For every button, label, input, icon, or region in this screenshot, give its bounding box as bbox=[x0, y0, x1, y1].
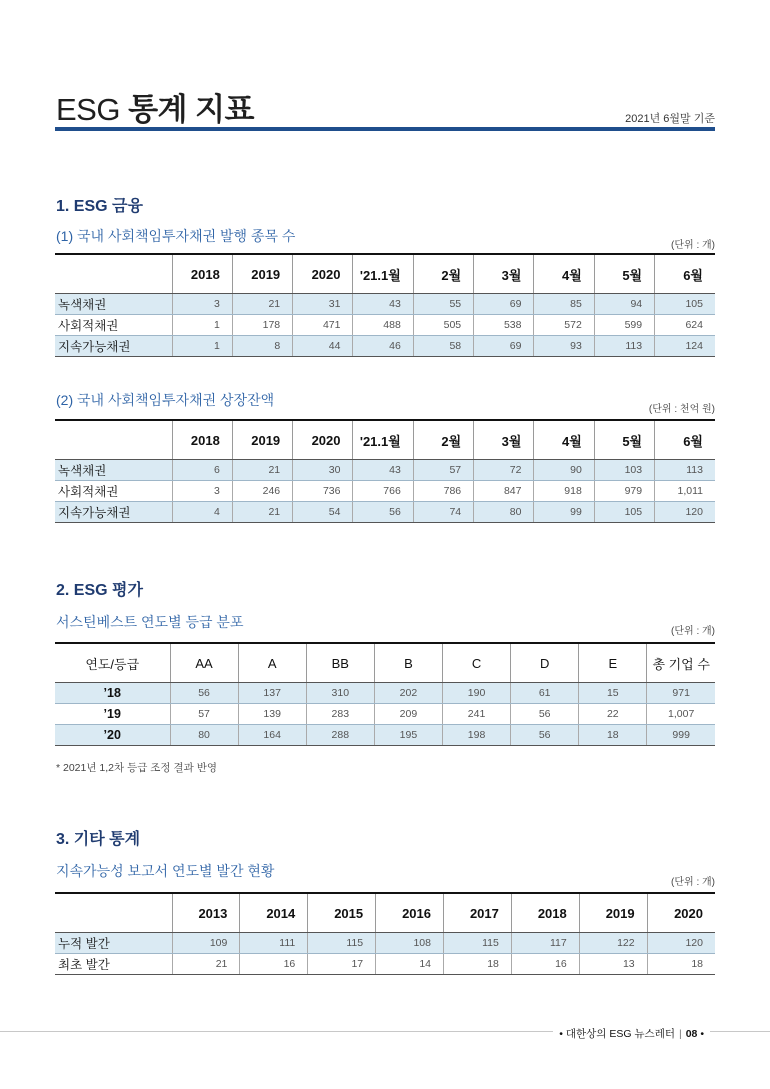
column-header: 5월 bbox=[594, 420, 654, 460]
column-header-label bbox=[55, 254, 172, 294]
column-header: 2018 bbox=[172, 254, 232, 294]
column-header: 2020 bbox=[293, 420, 353, 460]
report-publication-table bbox=[55, 892, 715, 975]
table-cell: 80 bbox=[474, 502, 534, 523]
page-title bbox=[56, 84, 254, 129]
table-cell: 108 bbox=[376, 933, 444, 954]
table-row bbox=[55, 294, 715, 315]
unit-label: (단위 : 천억 원) bbox=[648, 404, 715, 415]
unit-label: (단위 : 개) bbox=[671, 240, 715, 251]
table-cell: 178 bbox=[232, 315, 292, 336]
table-cell: 190 bbox=[443, 683, 511, 704]
bond-issuance-count-table bbox=[55, 253, 715, 357]
row-label: 녹색채권 bbox=[55, 294, 172, 315]
table-cell: 538 bbox=[474, 315, 534, 336]
column-header: BB bbox=[306, 643, 374, 683]
caption-report-publication: 지속가능성 보고서 연도별 발간 현황 bbox=[56, 863, 275, 879]
column-header: 3월 bbox=[474, 254, 534, 294]
table-row bbox=[55, 954, 715, 975]
column-header: 6월 bbox=[655, 420, 715, 460]
table-row bbox=[55, 502, 715, 523]
table-cell: 122 bbox=[579, 933, 647, 954]
table-row bbox=[55, 481, 715, 502]
column-header: D bbox=[511, 643, 579, 683]
column-header: '21.1월 bbox=[353, 254, 413, 294]
column-header: 2018 bbox=[172, 420, 232, 460]
table-header-row bbox=[55, 420, 715, 460]
table-cell: 8 bbox=[232, 336, 292, 357]
table-cell: 74 bbox=[413, 502, 473, 523]
column-header: 4월 bbox=[534, 254, 594, 294]
table-header-row bbox=[55, 254, 715, 294]
table-cell: 1 bbox=[172, 336, 232, 357]
table-row bbox=[55, 725, 715, 746]
table-cell: 283 bbox=[306, 704, 374, 725]
page-title-esg: ESG bbox=[56, 92, 120, 127]
table-cell: 56 bbox=[353, 502, 413, 523]
column-header: 2020 bbox=[293, 254, 353, 294]
row-label: 사회적채권 bbox=[55, 481, 172, 502]
table-cell: 198 bbox=[443, 725, 511, 746]
table-cell: 471 bbox=[293, 315, 353, 336]
section-heading-esg-finance: 1. ESG 금융 bbox=[56, 198, 143, 215]
table-cell: 61 bbox=[511, 683, 579, 704]
table-cell: 18 bbox=[579, 725, 647, 746]
table-cell: 736 bbox=[293, 481, 353, 502]
table-cell: 93 bbox=[534, 336, 594, 357]
table-cell: 488 bbox=[353, 315, 413, 336]
newsletter-name: 대한상의 ESG 뉴스레터 bbox=[565, 1028, 675, 1040]
footnote: * 2021년 1,2차 등급 조정 결과 반영 bbox=[56, 762, 217, 774]
table-cell: 164 bbox=[238, 725, 306, 746]
column-header: 2019 bbox=[232, 254, 292, 294]
table-cell: 979 bbox=[594, 481, 654, 502]
table-cell: 99 bbox=[534, 502, 594, 523]
table-cell: 6 bbox=[172, 460, 232, 481]
table-cell: 202 bbox=[374, 683, 442, 704]
table-cell: 971 bbox=[647, 683, 715, 704]
table-cell: 1 bbox=[172, 315, 232, 336]
row-label: 지속가능채권 bbox=[55, 502, 172, 523]
column-header: 총 기업 수 bbox=[647, 643, 715, 683]
table-cell: 124 bbox=[655, 336, 715, 357]
unit-label: (단위 : 개) bbox=[671, 877, 715, 888]
table-cell: 69 bbox=[474, 336, 534, 357]
table-cell: 90 bbox=[534, 460, 594, 481]
row-label: 사회적채권 bbox=[55, 315, 172, 336]
table-cell: 1,011 bbox=[655, 481, 715, 502]
column-header: 2019 bbox=[232, 420, 292, 460]
table-cell: 21 bbox=[232, 502, 292, 523]
table-cell: 195 bbox=[374, 725, 442, 746]
table-header-row bbox=[55, 893, 715, 933]
column-header: B bbox=[374, 643, 442, 683]
unit-label: (단위 : 개) bbox=[671, 626, 715, 637]
table-cell: 16 bbox=[511, 954, 579, 975]
table-cell: 43 bbox=[353, 460, 413, 481]
table-cell: 43 bbox=[353, 294, 413, 315]
table-cell: 137 bbox=[238, 683, 306, 704]
table-cell: 246 bbox=[232, 481, 292, 502]
table-header-row bbox=[55, 643, 715, 683]
column-header: 2월 bbox=[413, 420, 473, 460]
footer: • 대한상의 ESG 뉴스레터 | 08 • bbox=[553, 1026, 710, 1041]
column-header: A bbox=[238, 643, 306, 683]
table-cell: 209 bbox=[374, 704, 442, 725]
column-header: 2016 bbox=[376, 893, 444, 933]
table-cell: 55 bbox=[413, 294, 473, 315]
table-row bbox=[55, 336, 715, 357]
table-cell: 599 bbox=[594, 315, 654, 336]
table-cell: 21 bbox=[232, 460, 292, 481]
table-cell: 109 bbox=[172, 933, 240, 954]
title-divider bbox=[55, 127, 715, 131]
column-header: 3월 bbox=[474, 420, 534, 460]
table-cell: 105 bbox=[655, 294, 715, 315]
column-header: C bbox=[443, 643, 511, 683]
table-cell: 58 bbox=[413, 336, 473, 357]
table-cell: 288 bbox=[306, 725, 374, 746]
table-cell: 54 bbox=[293, 502, 353, 523]
section-heading-esg-rating: 2. ESG 평가 bbox=[56, 582, 143, 599]
table-cell: 69 bbox=[474, 294, 534, 315]
table-cell: 115 bbox=[444, 933, 512, 954]
table-cell: 572 bbox=[534, 315, 594, 336]
table-cell: 21 bbox=[172, 954, 240, 975]
table-cell: 117 bbox=[511, 933, 579, 954]
table-cell: 1,007 bbox=[647, 704, 715, 725]
table-cell: 4 bbox=[172, 502, 232, 523]
table-cell: 14 bbox=[376, 954, 444, 975]
table-cell: 80 bbox=[170, 725, 238, 746]
table-cell: 139 bbox=[238, 704, 306, 725]
column-header: 2017 bbox=[444, 893, 512, 933]
column-header: 4월 bbox=[534, 420, 594, 460]
table-cell: 56 bbox=[170, 683, 238, 704]
table-cell: 44 bbox=[293, 336, 353, 357]
column-header: 5월 bbox=[594, 254, 654, 294]
table-cell: 786 bbox=[413, 481, 473, 502]
table-row bbox=[55, 933, 715, 954]
table-cell: 15 bbox=[579, 683, 647, 704]
table-cell: 847 bbox=[474, 481, 534, 502]
table-cell: 3 bbox=[172, 294, 232, 315]
row-label: ’19 bbox=[55, 704, 170, 725]
table-cell: 22 bbox=[579, 704, 647, 725]
as-of-date: 2021년 6월말 기준 bbox=[625, 113, 715, 125]
column-header: 2020 bbox=[647, 893, 715, 933]
table-row bbox=[55, 460, 715, 481]
column-header: E bbox=[579, 643, 647, 683]
table-cell: 624 bbox=[655, 315, 715, 336]
table-cell: 111 bbox=[240, 933, 308, 954]
row-label: ’18 bbox=[55, 683, 170, 704]
column-header: 2015 bbox=[308, 893, 376, 933]
column-header-label bbox=[55, 420, 172, 460]
caption-bond-issuance-count: (1) 국내 사회책임투자채권 발행 종목 수 bbox=[56, 228, 296, 244]
row-label: 녹색채권 bbox=[55, 460, 172, 481]
table-cell: 918 bbox=[534, 481, 594, 502]
table-cell: 120 bbox=[655, 502, 715, 523]
row-label: 누적 발간 bbox=[55, 933, 172, 954]
table-cell: 16 bbox=[240, 954, 308, 975]
table-row bbox=[55, 315, 715, 336]
column-header-label: 연도/등급 bbox=[55, 643, 170, 683]
row-label: 지속가능채권 bbox=[55, 336, 172, 357]
table-cell: 85 bbox=[534, 294, 594, 315]
column-header: 2013 bbox=[172, 893, 240, 933]
table-cell: 115 bbox=[308, 933, 376, 954]
page-title-main: 통계 지표 bbox=[128, 92, 254, 127]
section-heading-other-stats: 3. 기타 통계 bbox=[56, 831, 141, 848]
table-cell: 3 bbox=[172, 481, 232, 502]
table-cell: 999 bbox=[647, 725, 715, 746]
bond-listed-balance-table bbox=[55, 419, 715, 523]
table-cell: 30 bbox=[293, 460, 353, 481]
table-cell: 18 bbox=[647, 954, 715, 975]
table-cell: 113 bbox=[655, 460, 715, 481]
table-cell: 57 bbox=[170, 704, 238, 725]
table-cell: 21 bbox=[232, 294, 292, 315]
table-cell: 56 bbox=[511, 725, 579, 746]
column-header: AA bbox=[170, 643, 238, 683]
column-header: '21.1월 bbox=[353, 420, 413, 460]
table-cell: 241 bbox=[443, 704, 511, 725]
table-cell: 46 bbox=[353, 336, 413, 357]
table-cell: 72 bbox=[474, 460, 534, 481]
table-cell: 120 bbox=[647, 933, 715, 954]
caption-bond-listed-balance: (2) 국내 사회책임투자채권 상장잔액 bbox=[56, 392, 275, 408]
table-cell: 766 bbox=[353, 481, 413, 502]
table-cell: 94 bbox=[594, 294, 654, 315]
column-header-label bbox=[55, 893, 172, 933]
caption-grade-distribution: 서스틴베스트 연도별 등급 분포 bbox=[56, 614, 244, 630]
table-cell: 113 bbox=[594, 336, 654, 357]
column-header: 2014 bbox=[240, 893, 308, 933]
table-cell: 57 bbox=[413, 460, 473, 481]
table-cell: 103 bbox=[594, 460, 654, 481]
table-cell: 18 bbox=[444, 954, 512, 975]
table-cell: 505 bbox=[413, 315, 473, 336]
table-row bbox=[55, 704, 715, 725]
table-cell: 13 bbox=[579, 954, 647, 975]
table-row bbox=[55, 683, 715, 704]
table-cell: 56 bbox=[511, 704, 579, 725]
row-label: 최초 발간 bbox=[55, 954, 172, 975]
column-header: 6월 bbox=[655, 254, 715, 294]
table-cell: 31 bbox=[293, 294, 353, 315]
table-cell: 17 bbox=[308, 954, 376, 975]
table-cell: 310 bbox=[306, 683, 374, 704]
row-label: ’20 bbox=[55, 725, 170, 746]
column-header: 2018 bbox=[511, 893, 579, 933]
grade-distribution-table bbox=[55, 642, 715, 746]
column-header: 2019 bbox=[579, 893, 647, 933]
column-header: 2월 bbox=[413, 254, 473, 294]
page-number: 08 bbox=[685, 1028, 698, 1040]
table-cell: 105 bbox=[594, 502, 654, 523]
